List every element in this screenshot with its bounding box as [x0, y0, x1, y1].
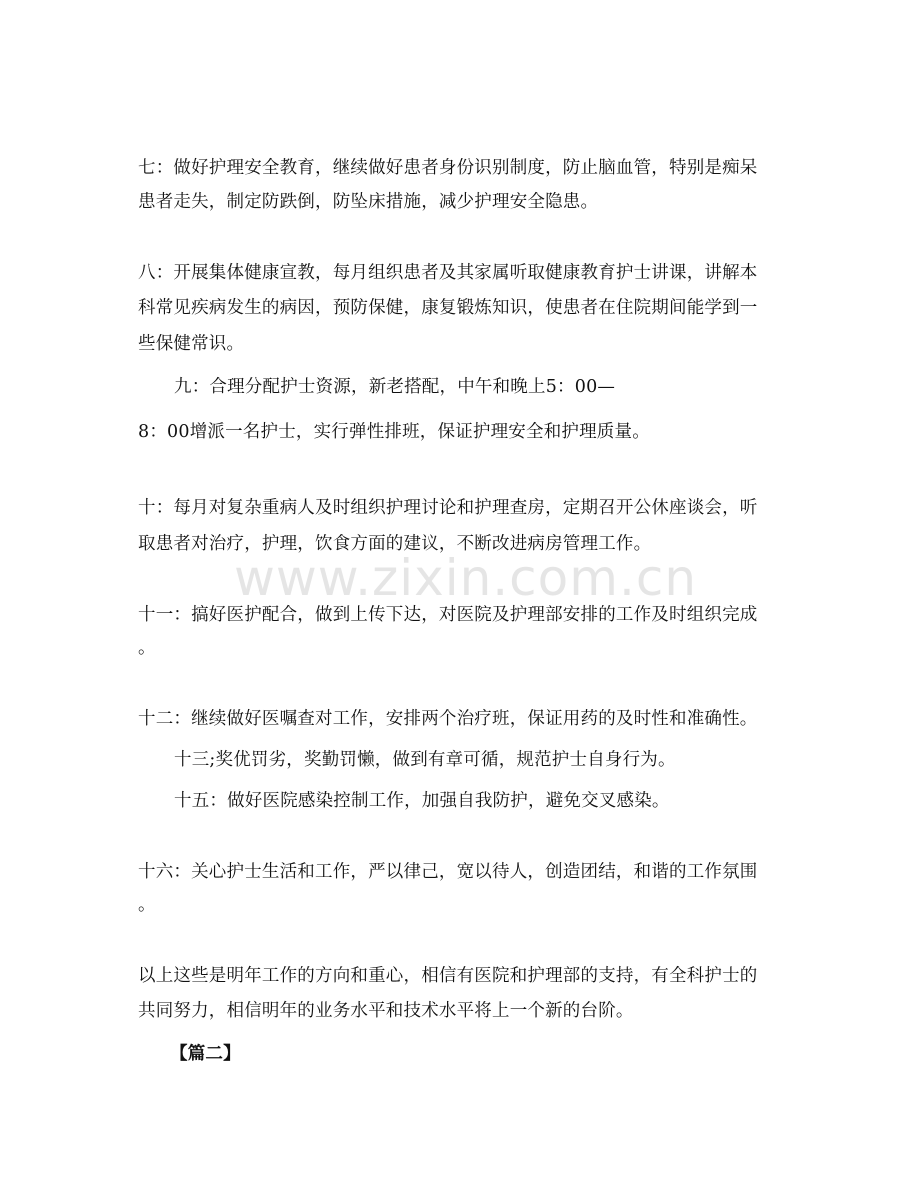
paragraph-13-line-1: 十三;奖优罚劣，奖勤罚懒，做到有章可循，规范护士自身行为。	[174, 750, 676, 770]
paragraph-16-line-2: 。	[138, 895, 156, 915]
paragraph-11-line-2: 。	[138, 638, 156, 658]
paragraph-15-line-1: 十五：做好医院感染控制工作，加强自我防护，避免交叉感染。	[174, 791, 670, 811]
summary-line-1: 以上这些是明年工作的方向和重心，相信有医院和护理部的支持，有全科护士的	[138, 966, 758, 986]
paragraph-8-line-2: 科常见疾病发生的病因，预防保健，康复锻炼知识，使患者在住院期间能学到一	[138, 298, 758, 318]
paragraph-9-line-1: 九：合理分配护士资源，新老搭配，中午和晚上5：00—	[174, 377, 616, 397]
paragraph-7-line-1: 七：做好护理安全教育，继续做好患者身份识别制度，防止脑血管，特别是痴呆	[138, 158, 758, 178]
section-heading: 【篇二】	[170, 1044, 241, 1064]
paragraph-10-line-2: 取患者对治疗，护理，饮食方面的建议，不断改进病房管理工作。	[138, 534, 652, 554]
summary-line-2: 共同努力，相信明年的业务水平和技术水平将上一个新的台阶。	[138, 1001, 634, 1021]
paragraph-16-line-1: 十六：关心护士生活和工作，严以律己，宽以待人，创造团结，和谐的工作氛围	[138, 862, 758, 882]
paragraph-8-line-1: 八：开展集体健康宣教，每月组织患者及其家属听取健康教育护士讲课，讲解本	[138, 263, 758, 283]
paragraph-8-line-3: 些保健常识。	[138, 334, 245, 354]
watermark-text: www.zixin.com.cn	[234, 549, 698, 607]
paragraph-11-line-1: 十一：搞好医护配合，做到上传下达，对医院及护理部安排的工作及时组织完成	[138, 605, 758, 625]
paragraph-7-line-2: 患者走失，制定防跌倒，防坠床措施，减少护理安全隐患。	[138, 192, 599, 212]
paragraph-10-line-1: 十：每月对复杂重病人及时组织护理讨论和护理查房，定期召开公休座谈会，听	[138, 498, 758, 518]
paragraph-12-line-1: 十二：继续做好医嘱查对工作，安排两个治疗班，保证用药的及时性和准确性。	[138, 709, 758, 729]
paragraph-9-line-2: 8：00增派一名护士，实行弹性排班，保证护理安全和护理质量。	[138, 422, 650, 442]
